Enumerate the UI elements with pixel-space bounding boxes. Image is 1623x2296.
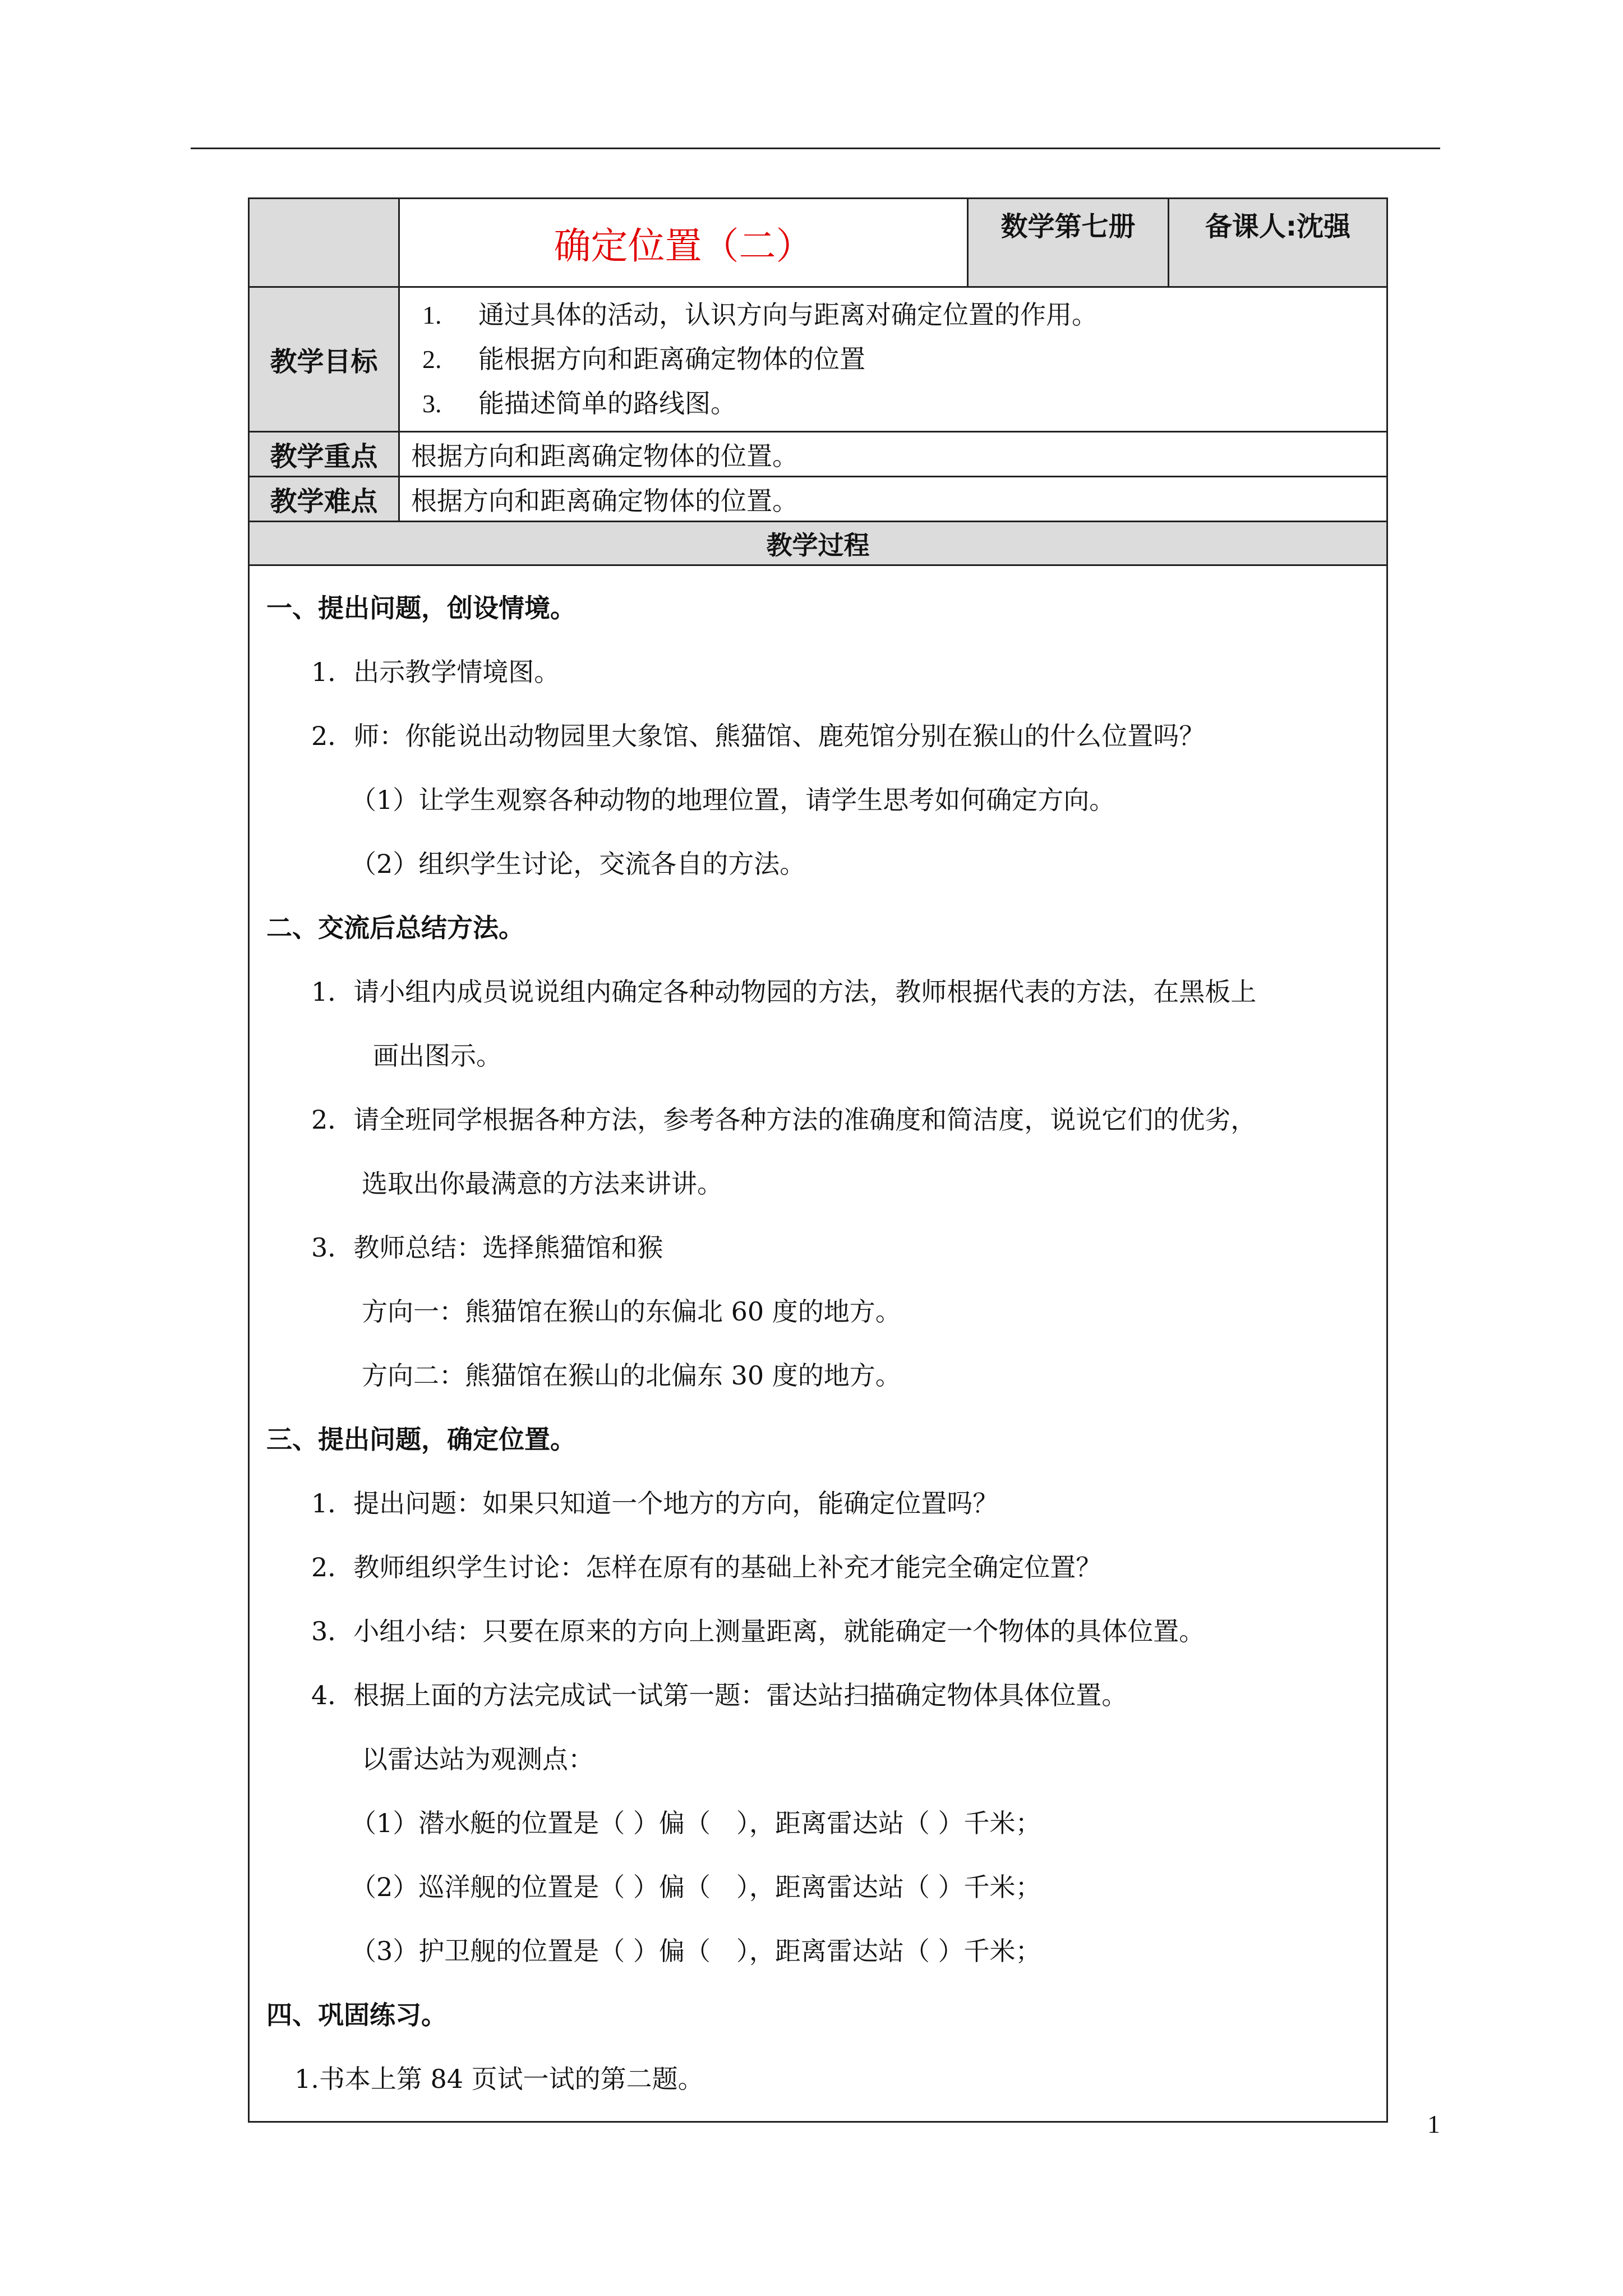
process-line: 2．师：你能说出动物园里大象馆、熊猫馆、鹿苑馆分别在猴山的什么位置吗？ [311, 721, 1205, 751]
key-point-text: 根据方向和距离确定物体的位置。 [399, 432, 1387, 477]
process-line: 选取出你最满意的方法来讲讲。 [362, 1168, 723, 1199]
section-title: 一、提出问题，创设情境。 [266, 593, 576, 623]
header-rule [191, 148, 1440, 149]
title-row [249, 199, 1387, 287]
corner-cell [249, 199, 399, 287]
process-line: 3．教师总结：选择熊猫馆和猴 [311, 1232, 663, 1263]
process-row [249, 565, 1387, 2122]
process-line: 2．教师组织学生讨论：怎样在原有的基础上补充才能完全确定位置？ [311, 1552, 1102, 1582]
process-line: 1．出示教学情境图。 [311, 657, 560, 687]
process-line: 1．提出问题：如果只知道一个地方的方向，能确定位置吗？ [311, 1488, 999, 1519]
difficulty-label: 教学难点 [249, 477, 399, 522]
objective-item: 2. 能根据方向和距离确定物体的位置 [422, 344, 865, 374]
process-line: 方向一：熊猫馆在猴山的东偏北 60 度的地方。 [362, 1296, 901, 1327]
objective-item: 3. 能描述简单的路线图。 [422, 388, 736, 418]
process-line: （2）组织学生讨论，交流各自的方法。 [351, 849, 806, 879]
author-label: 备课人:沈强 [1169, 199, 1387, 287]
objectives-list [399, 287, 1387, 432]
difficulty-text: 根据方向和距离确定物体的位置。 [399, 477, 1387, 522]
lesson-plan-table [248, 197, 1388, 2123]
process-title: 教学过程 [249, 522, 1387, 565]
process-line: 4．根据上面的方法完成试一试第一题：雷达站扫描确定物体具体位置。 [311, 1680, 1128, 1710]
process-line: 1．请小组内成员说说组内确定各种动物园的方法，教师根据代表的方法，在黑板上 [311, 977, 1257, 1007]
process-line: 以雷达站为观测点： [362, 1744, 594, 1774]
difficulty-row [249, 477, 1387, 522]
process-line: 2．请全班同学根据各种方法，参考各种方法的准确度和简洁度，说说它们的优劣， [311, 1105, 1257, 1135]
book-label: 数学第七册 [968, 199, 1169, 287]
objective-item: 1. 通过具体的活动，认识方向与距离对确定位置的作用。 [422, 300, 1098, 330]
process-line: （1）让学生观察各种动物的地理位置，请学生思考如何确定方向。 [351, 785, 1115, 815]
objectives-label: 教学目标 [249, 287, 399, 432]
process-line: 3．小组小结：只要在原来的方向上测量距离，就能确定一个物体的具体位置。 [311, 1616, 1205, 1646]
objectives-row [249, 287, 1387, 432]
key-point-label: 教学重点 [249, 432, 399, 477]
process-body [249, 565, 1387, 2122]
process-line: 1.书本上第 84 页试一试的第二题。 [294, 2064, 704, 2094]
exercise-line: （2）巡洋舰的位置是（ ）偏（ ），距离雷达站（ ）千米； [351, 1872, 1041, 1902]
process-line: 方向二：熊猫馆在猴山的北偏东 30 度的地方。 [362, 1360, 901, 1391]
exercise-line: （3）护卫舰的位置是（ ）偏（ ），距离雷达站（ ）千米； [351, 1936, 1041, 1966]
process-line: 画出图示。 [373, 1041, 502, 1071]
section-title: 三、提出问题，确定位置。 [266, 1424, 576, 1455]
exercise-line: （1）潜水艇的位置是（ ）偏（ ），距离雷达站（ ）千米； [351, 1808, 1041, 1838]
process-title-row [249, 522, 1387, 565]
lesson-title: 确定位置（二） [399, 199, 968, 287]
section-title: 二、交流后总结方法。 [266, 913, 524, 943]
page-number: 1 [1427, 2110, 1440, 2138]
key-point-row [249, 432, 1387, 477]
section-title: 四、巩固练习。 [266, 2000, 447, 2030]
